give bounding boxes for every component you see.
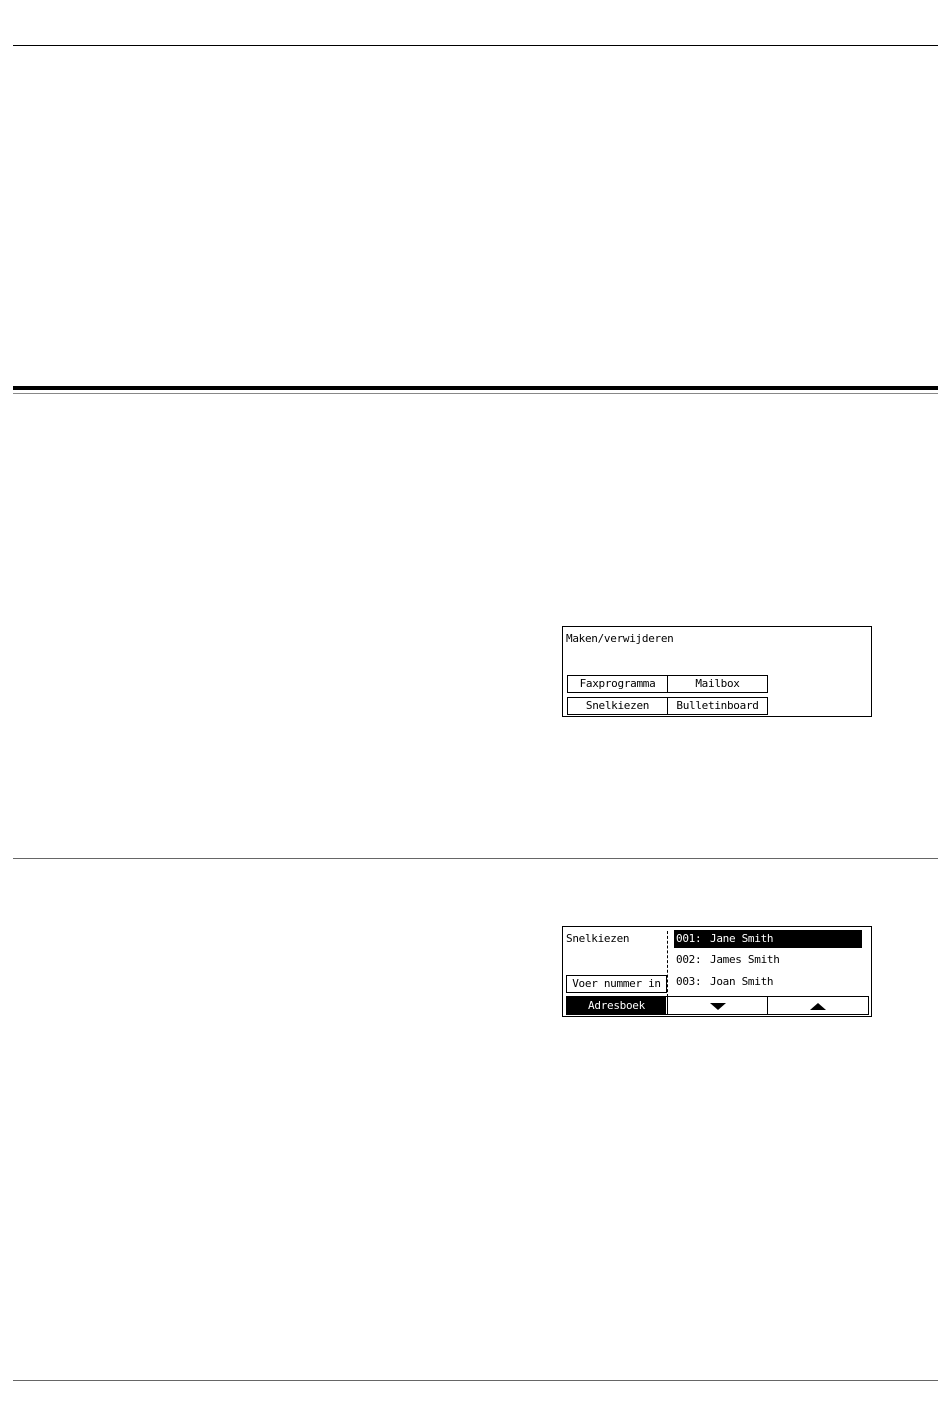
screen-title: Snelkiezen xyxy=(566,932,630,945)
speed-dial-entry[interactable] xyxy=(674,973,862,991)
scroll-down-button[interactable] xyxy=(667,997,768,1014)
faxprogramma-button[interactable]: Faxprogramma xyxy=(567,675,668,693)
header-rule xyxy=(13,45,938,46)
entry-number: 002: xyxy=(676,953,702,966)
entry-number: 003: xyxy=(676,975,702,988)
create-delete-screen xyxy=(562,626,872,717)
address-book-button[interactable]: Adresboek xyxy=(567,997,666,1014)
snelkiezen-button[interactable]: Snelkiezen xyxy=(567,697,668,715)
section-rule-thick xyxy=(13,386,938,390)
entry-number: 001: xyxy=(676,932,702,945)
arrow-up-icon xyxy=(810,1003,826,1010)
section-rule-thin xyxy=(13,393,938,394)
speed-dial-entry[interactable] xyxy=(674,951,862,969)
dotted-divider xyxy=(667,931,668,997)
section-divider xyxy=(13,858,938,859)
bulletinboard-button[interactable]: Bulletinboard xyxy=(667,697,768,715)
enter-number-button[interactable]: Voer nummer in xyxy=(566,975,667,993)
entry-name: Jane Smith xyxy=(710,932,774,945)
entry-name: Joan Smith xyxy=(710,975,774,988)
entry-name: James Smith xyxy=(710,953,780,966)
scroll-up-button[interactable] xyxy=(767,997,868,1014)
screen-title: Maken/verwijderen xyxy=(566,632,674,645)
speed-dial-entry-selected[interactable] xyxy=(674,930,862,948)
arrow-down-icon xyxy=(710,1003,726,1010)
footer-rule xyxy=(13,1380,938,1381)
speed-dial-screen xyxy=(562,926,872,1017)
mailbox-button[interactable]: Mailbox xyxy=(667,675,768,693)
bottom-button-bar xyxy=(566,996,869,1015)
